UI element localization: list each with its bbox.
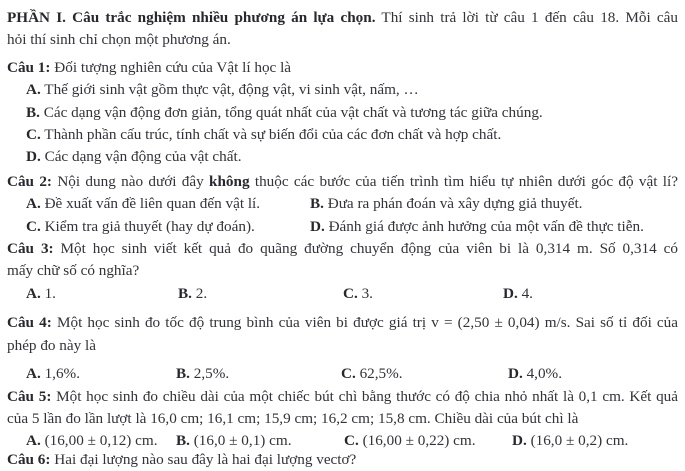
question-4 <box>7 312 678 385</box>
option-letter: C. <box>26 126 41 144</box>
option-text: 3. <box>361 284 373 302</box>
option-letter: B. <box>26 103 40 121</box>
question-1-option-b <box>7 102 678 124</box>
section-title: PHẦN I. Câu trắc nghiệm nhiều phương án lựa chọn. <box>7 9 376 26</box>
question-4-stem-line2: phép đo này là <box>7 336 96 354</box>
question-4-option-d <box>508 363 678 385</box>
option-letter: A. <box>26 365 41 383</box>
question-4-stem-line1 <box>7 312 678 334</box>
option-text: 62,5%. <box>359 365 403 383</box>
option-text: Các dạng vận động đơn giản, tổng quát nhất của vật chất và tương tác giữa chúng. <box>43 103 543 121</box>
question-2-option-b <box>310 193 678 215</box>
option-text: Kiểm tra giả thuyết (hay dự đoán). <box>44 217 255 235</box>
option-letter: D. <box>512 432 527 450</box>
option-text: 2. <box>195 284 208 302</box>
option-letter: A. <box>26 284 41 302</box>
option-letter: D. <box>310 217 325 235</box>
question-1-option-a <box>7 79 678 101</box>
question-1-label: Câu 1: <box>7 58 51 76</box>
question-3 <box>7 238 678 305</box>
question-5-option-c <box>344 430 512 452</box>
question-3-option-c <box>343 283 503 305</box>
question-3-stem-line1 <box>7 238 678 260</box>
option-text: 4. <box>521 284 533 302</box>
option-letter: B. <box>178 284 192 302</box>
option-letter: A. <box>26 195 41 213</box>
question-4-option-a <box>26 363 176 385</box>
option-text: Đề xuất vấn đề liên quan đến vật lí. <box>44 195 261 213</box>
question-3-option-a <box>26 283 178 305</box>
question-1 <box>7 57 678 169</box>
option-text: (16,00 ± 0,12) cm. <box>44 432 158 450</box>
question-2-stem <box>7 171 678 193</box>
question-5 <box>7 386 678 453</box>
option-text: Thế giới sinh vật gồm thực vật, động vật, vi sinh vật, nấm, … <box>44 81 419 99</box>
question-6-label: Câu 6: <box>7 450 51 468</box>
option-text: Các dạng vận động của vật chất. <box>44 148 242 166</box>
option-letter: B. <box>310 195 324 213</box>
option-text: 4,0%. <box>526 365 562 383</box>
question-1-option-c <box>7 124 678 146</box>
question-2-option-d <box>310 216 678 238</box>
question-2-text-pre: Nội dung nào dưới đây <box>57 172 210 190</box>
option-letter: A. <box>26 432 41 450</box>
option-text: Đưa ra phán đoán và xây dựng giả thuyết. <box>327 195 583 213</box>
question-3-label: Câu 3: <box>7 240 54 258</box>
question-4-option-b <box>176 363 341 385</box>
question-1-text: Đối tượng nghiên cứu của Vật lí học là <box>54 58 292 76</box>
question-2-bold-word: không <box>209 172 250 190</box>
question-1-stem <box>7 57 678 79</box>
option-text: 1,6%. <box>44 365 80 383</box>
question-2 <box>7 171 678 238</box>
option-letter: D. <box>26 148 41 166</box>
option-text: Thành phần cấu trúc, tính chất và sự biến đổi của các đơn chất và hợp chất. <box>44 126 502 144</box>
question-3-option-d <box>503 283 678 305</box>
question-3-options-row <box>7 283 678 305</box>
option-letter: C. <box>344 432 359 450</box>
question-3-stem-line2: mấy chữ số có nghĩa? <box>7 262 140 280</box>
question-2-option-a <box>26 193 310 215</box>
option-letter: B. <box>176 432 190 450</box>
question-2-options-row2 <box>7 216 678 238</box>
question-3-option-b <box>178 283 343 305</box>
question-2-option-c <box>26 216 310 238</box>
question-5-stem-line1 <box>7 386 678 408</box>
option-letter: D. <box>503 284 518 302</box>
section-instructions-part1: Thí sinh trả lời từ câu 1 đến câu 18. Mỗi câu <box>381 9 678 26</box>
option-letter: B. <box>176 365 190 383</box>
option-letter: C. <box>343 284 358 302</box>
question-2-label: Câu 2: <box>7 172 52 190</box>
question-5-text: Một học sinh đo chiều dài của một chiếc bút chì bằng thước có độ chia nhỏ nhất là 0,1 cm. Kết quả <box>56 387 678 405</box>
option-letter: D. <box>508 365 523 383</box>
question-2-options-row1 <box>7 193 678 215</box>
option-text: (16,0 ± 0,1) cm. <box>193 432 292 450</box>
option-text: 1. <box>44 284 56 302</box>
question-1-option-d <box>7 146 678 168</box>
question-4-label: Câu 4: <box>7 314 52 332</box>
option-text: 2,5%. <box>193 365 230 383</box>
option-letter: C. <box>341 365 356 383</box>
option-letter: A. <box>26 81 41 99</box>
question-5-option-d <box>512 430 678 452</box>
question-4-option-c <box>341 363 508 385</box>
question-4-text: Một học sinh đo tốc độ trung bình của viên bi được giá trị v = (2,50 ± 0,04) m/s. Sai số tỉ đối của <box>56 314 679 332</box>
option-text: (16,00 ± 0,22) cm. <box>362 432 476 450</box>
option-text: (16,0 ± 0,2) cm. <box>530 432 629 450</box>
question-4-options-row <box>7 363 678 385</box>
option-letter: C. <box>26 217 41 235</box>
question-5-stem-line2: của 5 lần đo lần lượt là 16,0 cm; 16,1 cm; 15,9 cm; 16,2 cm; 15,8 cm. Chiều dài của bút chì là <box>7 409 579 427</box>
question-3-text: Một học sinh viết kết quả đo quãng đường chuyển động của viên bi là 0,314 m. Số 0,314 có <box>60 240 678 258</box>
question-5-label: Câu 5: <box>7 387 52 405</box>
question-2-text-post: thuộc các bước của tiến trình tìm hiểu tự nhiên dưới góc độ vật lí? <box>249 172 678 190</box>
option-text: Đánh giá được ảnh hưởng của một vấn đề thực tiễn. <box>328 217 644 235</box>
section-header-line2: hỏi thí sinh chỉ chọn một phương án. <box>7 31 231 49</box>
section-header-line1 <box>7 7 678 29</box>
question-6-text: Hai đại lượng nào sau đây là hai đại lượng vectơ? <box>54 450 357 468</box>
